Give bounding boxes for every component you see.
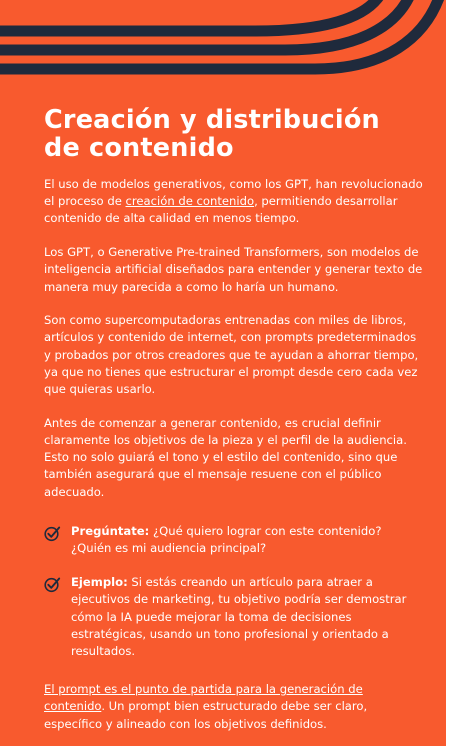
paragraph-intro <box>44 176 424 228</box>
prompt-link[interactable]: El prompt es el punto de partida para la generación de contenido <box>44 682 363 714</box>
title-line-2: de contenido <box>44 133 234 163</box>
check-circle-icon <box>44 576 61 593</box>
checklist-item-example <box>44 574 424 660</box>
checklist-label: Pregúntate: <box>71 523 150 538</box>
checklist-label: Ejemplo: <box>71 575 128 590</box>
checklist-item-question <box>44 523 424 557</box>
intro-text-end: , permitiendo desarrollar contenido de alta calidad en menos tiempo. <box>44 194 398 226</box>
checklist-text: ¿Qué quiero lograr con este contenido? ¿Quién es mi audiencia principal? <box>71 523 382 555</box>
check-circle-icon <box>44 525 61 542</box>
paragraph-objectives: Antes de comenzar a generar contenido, es crucial definir claramente los objetivos de la pieza y el perfil de la audiencia. Esto no solo guiará el tono y el estilo del contenido, sino que también asegurará que el mensaje resuene con el público adecuado. <box>44 415 407 499</box>
paragraph-gpt: Los GPT, o Generative Pre-trained Transformers, son modelos de inteligencia artificial diseñados para entender y generar texto de manera muy parecida a como lo haría un humano. <box>44 245 423 294</box>
intro-text: El uso de modelos generativos, como los GPT, han revolucionado el proceso de <box>44 177 423 209</box>
main-content <box>44 106 424 746</box>
page-title <box>44 106 424 162</box>
paragraph-supercomputers: Son como supercomputadoras entrenadas con miles de libros, artículos y contenido de internet, con prompts predeterminados y probados por otros creadores que te ayudan a ahorrar tiempo, ya que no tienes que estructurar el prompt desde cero cada vez que quieras usarlo. <box>44 313 419 397</box>
decorative-stripes <box>0 0 446 90</box>
content-creation-link[interactable]: creación de contenido <box>125 194 255 209</box>
page-edge-bottom <box>0 746 455 754</box>
page-edge-right <box>446 0 455 754</box>
checklist-text: Si estás creando un artículo para atraer a ejecutivos de marketing, tu objetivo podría ser demostrar cómo la IA puede mejorar la toma de decisiones estratégicas, usando un tono profesional y orientado a resultados. <box>71 575 407 658</box>
title-line-1: Creación y distribución <box>44 105 380 135</box>
prompt-text: . Un prompt bien estructurado debe ser claro, específico y alineado con los objetivos definidos. <box>44 699 368 731</box>
paragraph-prompt <box>44 681 424 733</box>
